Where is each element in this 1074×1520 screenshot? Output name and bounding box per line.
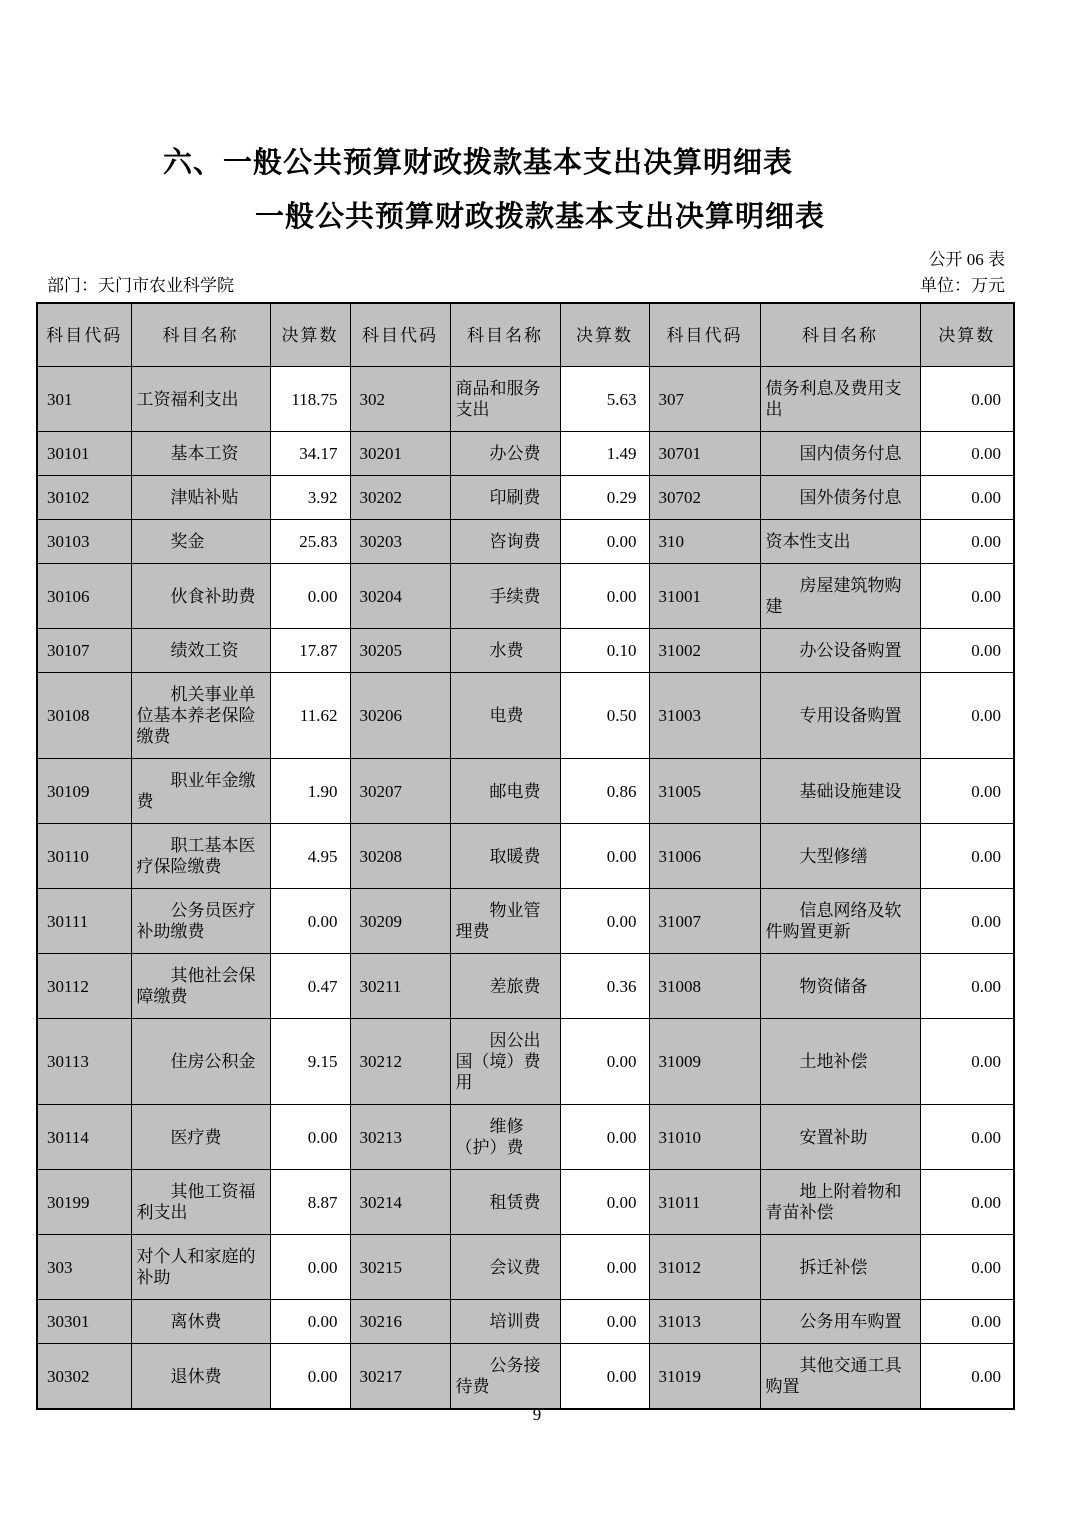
subject-code-cell: 31006 xyxy=(649,824,760,889)
subject-code-cell: 31003 xyxy=(649,673,760,759)
subject-code-cell: 310 xyxy=(649,520,760,564)
subject-code-cell: 30102 xyxy=(37,476,131,520)
final-amount-cell: 0.00 xyxy=(560,564,649,629)
header-subject-code-1: 科目代码 xyxy=(37,303,131,367)
subject-code-cell: 30106 xyxy=(37,564,131,629)
subject-name-cell: 资本性支出 xyxy=(760,520,920,564)
subject-code-cell: 30103 xyxy=(37,520,131,564)
final-amount-cell: 1.90 xyxy=(270,759,350,824)
subject-name-cell: 邮电费 xyxy=(450,759,560,824)
table-row xyxy=(37,1170,1014,1235)
table-row xyxy=(37,520,1014,564)
subject-name-cell: 水费 xyxy=(450,629,560,673)
subject-name-cell: 离休费 xyxy=(131,1300,270,1344)
final-amount-cell: 0.00 xyxy=(270,889,350,954)
subject-code-cell: 30301 xyxy=(37,1300,131,1344)
subject-code-cell: 31002 xyxy=(649,629,760,673)
subject-code-cell: 31019 xyxy=(649,1344,760,1410)
header-final-amount-1: 决算数 xyxy=(270,303,350,367)
subject-name-cell: 其他社会保障缴费 xyxy=(131,954,270,1019)
final-amount-cell: 0.29 xyxy=(560,476,649,520)
table-body xyxy=(37,367,1014,1410)
final-amount-cell: 0.00 xyxy=(920,889,1014,954)
subject-code-cell: 30207 xyxy=(350,759,450,824)
final-amount-cell: 0.00 xyxy=(920,1235,1014,1300)
subject-name-cell: 会议费 xyxy=(450,1235,560,1300)
final-amount-cell: 25.83 xyxy=(270,520,350,564)
subject-name-cell: 地上附着物和青苗补偿 xyxy=(760,1170,920,1235)
final-amount-cell: 0.00 xyxy=(920,432,1014,476)
final-amount-cell: 0.00 xyxy=(920,1170,1014,1235)
section-title: 六、一般公共预算财政拨款基本支出决算明细表 xyxy=(163,147,794,179)
unit-label: 单位：万元 xyxy=(920,276,1005,295)
subject-code-cell: 30212 xyxy=(350,1019,450,1105)
table-row xyxy=(37,824,1014,889)
subject-name-cell: 维修（护）费 xyxy=(450,1105,560,1170)
subject-code-cell: 30702 xyxy=(649,476,760,520)
header-subject-name-1: 科目名称 xyxy=(131,303,270,367)
subject-name-cell: 拆迁补偿 xyxy=(760,1235,920,1300)
subject-name-cell: 大型修缮 xyxy=(760,824,920,889)
header-final-amount-3: 决算数 xyxy=(920,303,1014,367)
subject-code-cell: 302 xyxy=(350,367,450,432)
final-amount-cell: 0.00 xyxy=(920,1344,1014,1410)
table-row xyxy=(37,759,1014,824)
subject-name-cell: 医疗费 xyxy=(131,1105,270,1170)
final-amount-cell: 0.00 xyxy=(560,1300,649,1344)
subject-code-cell: 30216 xyxy=(350,1300,450,1344)
subject-code-cell: 30199 xyxy=(37,1170,131,1235)
subject-name-cell: 印刷费 xyxy=(450,476,560,520)
subject-code-cell: 31007 xyxy=(649,889,760,954)
subject-code-cell: 30201 xyxy=(350,432,450,476)
table-row xyxy=(37,1019,1014,1105)
subject-name-cell: 物业管理费 xyxy=(450,889,560,954)
subject-code-cell: 31012 xyxy=(649,1235,760,1300)
subject-code-cell: 31010 xyxy=(649,1105,760,1170)
subject-name-cell: 其他交通工具购置 xyxy=(760,1344,920,1410)
final-amount-cell: 0.00 xyxy=(560,520,649,564)
subject-code-cell: 30111 xyxy=(37,889,131,954)
header-subject-name-2: 科目名称 xyxy=(450,303,560,367)
subject-name-cell: 国外债务付息 xyxy=(760,476,920,520)
table-row xyxy=(37,1235,1014,1300)
header-subject-code-3: 科目代码 xyxy=(649,303,760,367)
final-amount-cell: 0.00 xyxy=(270,1235,350,1300)
subject-code-cell: 30217 xyxy=(350,1344,450,1410)
subject-code-cell: 30108 xyxy=(37,673,131,759)
subject-name-cell: 取暖费 xyxy=(450,824,560,889)
subject-code-cell: 30208 xyxy=(350,824,450,889)
subject-name-cell: 手续费 xyxy=(450,564,560,629)
final-amount-cell: 8.87 xyxy=(270,1170,350,1235)
subject-code-cell: 303 xyxy=(37,1235,131,1300)
subject-code-cell: 30101 xyxy=(37,432,131,476)
subject-name-cell: 债务利息及费用支出 xyxy=(760,367,920,432)
final-amount-cell: 0.00 xyxy=(560,1170,649,1235)
subject-name-cell: 住房公积金 xyxy=(131,1019,270,1105)
final-amount-cell: 0.00 xyxy=(920,954,1014,1019)
subject-name-cell: 办公费 xyxy=(450,432,560,476)
final-amount-cell: 0.00 xyxy=(560,889,649,954)
table-row xyxy=(37,1300,1014,1344)
subject-name-cell: 公务用车购置 xyxy=(760,1300,920,1344)
subject-code-cell: 30206 xyxy=(350,673,450,759)
final-amount-cell: 0.00 xyxy=(920,564,1014,629)
subject-code-cell: 31005 xyxy=(649,759,760,824)
final-amount-cell: 0.00 xyxy=(920,476,1014,520)
final-amount-cell: 0.00 xyxy=(920,759,1014,824)
subject-name-cell: 奖金 xyxy=(131,520,270,564)
subject-name-cell: 公务员医疗补助缴费 xyxy=(131,889,270,954)
subject-name-cell: 安置补助 xyxy=(760,1105,920,1170)
subject-name-cell: 咨询费 xyxy=(450,520,560,564)
final-amount-cell: 0.00 xyxy=(920,1105,1014,1170)
table-row xyxy=(37,432,1014,476)
final-amount-cell: 0.00 xyxy=(560,1235,649,1300)
subject-code-cell: 31008 xyxy=(649,954,760,1019)
table-row xyxy=(37,367,1014,432)
final-amount-cell: 0.00 xyxy=(270,1344,350,1410)
subject-code-cell: 30203 xyxy=(350,520,450,564)
subject-code-cell: 301 xyxy=(37,367,131,432)
subject-code-cell: 30213 xyxy=(350,1105,450,1170)
subject-name-cell: 培训费 xyxy=(450,1300,560,1344)
final-amount-cell: 0.36 xyxy=(560,954,649,1019)
table-row xyxy=(37,476,1014,520)
subject-code-cell: 30204 xyxy=(350,564,450,629)
final-amount-cell: 17.87 xyxy=(270,629,350,673)
subject-name-cell: 国内债务付息 xyxy=(760,432,920,476)
table-row xyxy=(37,1105,1014,1170)
public-table-code: 公开 06 表 xyxy=(928,250,1005,269)
subject-code-cell: 31011 xyxy=(649,1170,760,1235)
subject-name-cell: 租赁费 xyxy=(450,1170,560,1235)
subject-name-cell: 职工基本医疗保险缴费 xyxy=(131,824,270,889)
subject-code-cell: 31001 xyxy=(649,564,760,629)
subject-code-cell: 30701 xyxy=(649,432,760,476)
subject-code-cell: 30107 xyxy=(37,629,131,673)
subject-code-cell: 31013 xyxy=(649,1300,760,1344)
table-row xyxy=(37,673,1014,759)
table-row xyxy=(37,954,1014,1019)
final-amount-cell: 4.95 xyxy=(270,824,350,889)
subject-name-cell: 房屋建筑物购建 xyxy=(760,564,920,629)
subject-code-cell: 30205 xyxy=(350,629,450,673)
header-final-amount-2: 决算数 xyxy=(560,303,649,367)
subject-name-cell: 退休费 xyxy=(131,1344,270,1410)
subject-code-cell: 30302 xyxy=(37,1344,131,1410)
header-subject-code-2: 科目代码 xyxy=(350,303,450,367)
subject-name-cell: 伙食补助费 xyxy=(131,564,270,629)
subject-name-cell: 基础设施建设 xyxy=(760,759,920,824)
final-amount-cell: 0.47 xyxy=(270,954,350,1019)
department-label: 部门：天门市农业科学院 xyxy=(47,276,234,295)
table-title: 一般公共预算财政拨款基本支出决算明细表 xyxy=(255,201,826,233)
final-amount-cell: 11.62 xyxy=(270,673,350,759)
subject-code-cell: 30114 xyxy=(37,1105,131,1170)
table-row xyxy=(37,889,1014,954)
table-row xyxy=(37,564,1014,629)
final-amount-cell: 0.00 xyxy=(920,629,1014,673)
final-amount-cell: 0.00 xyxy=(560,1344,649,1410)
final-amount-cell: 0.00 xyxy=(920,673,1014,759)
final-amount-cell: 0.50 xyxy=(560,673,649,759)
subject-name-cell: 工资福利支出 xyxy=(131,367,270,432)
subject-name-cell: 物资储备 xyxy=(760,954,920,1019)
subject-name-cell: 其他工资福利支出 xyxy=(131,1170,270,1235)
final-amount-cell: 0.86 xyxy=(560,759,649,824)
subject-code-cell: 30214 xyxy=(350,1170,450,1235)
subject-name-cell: 机关事业单位基本养老保险缴费 xyxy=(131,673,270,759)
final-amount-cell: 0.00 xyxy=(270,1300,350,1344)
final-amount-cell: 0.00 xyxy=(920,1019,1014,1105)
subject-name-cell: 商品和服务支出 xyxy=(450,367,560,432)
subject-name-cell: 津贴补贴 xyxy=(131,476,270,520)
subject-name-cell: 公务接待费 xyxy=(450,1344,560,1410)
subject-code-cell: 30209 xyxy=(350,889,450,954)
subject-code-cell: 31009 xyxy=(649,1019,760,1105)
subject-name-cell: 信息网络及软件购置更新 xyxy=(760,889,920,954)
final-amount-cell: 34.17 xyxy=(270,432,350,476)
final-amount-cell: 3.92 xyxy=(270,476,350,520)
final-amount-cell: 5.63 xyxy=(560,367,649,432)
final-amount-cell: 0.00 xyxy=(920,520,1014,564)
subject-name-cell: 职业年金缴费 xyxy=(131,759,270,824)
subject-code-cell: 30110 xyxy=(37,824,131,889)
header-subject-name-3: 科目名称 xyxy=(760,303,920,367)
table-row xyxy=(37,629,1014,673)
final-amount-cell: 118.75 xyxy=(270,367,350,432)
subject-name-cell: 基本工资 xyxy=(131,432,270,476)
final-amount-cell: 0.00 xyxy=(560,824,649,889)
final-amount-cell: 0.10 xyxy=(560,629,649,673)
final-amount-cell: 0.00 xyxy=(270,1105,350,1170)
table-header-row xyxy=(37,303,1014,367)
subject-name-cell: 专用设备购置 xyxy=(760,673,920,759)
subject-code-cell: 30109 xyxy=(37,759,131,824)
table-row xyxy=(37,1344,1014,1410)
subject-code-cell: 30113 xyxy=(37,1019,131,1105)
subject-name-cell: 对个人和家庭的补助 xyxy=(131,1235,270,1300)
final-amount-cell: 0.00 xyxy=(270,564,350,629)
subject-name-cell: 绩效工资 xyxy=(131,629,270,673)
subject-code-cell: 30215 xyxy=(350,1235,450,1300)
subject-name-cell: 差旅费 xyxy=(450,954,560,1019)
subject-name-cell: 办公设备购置 xyxy=(760,629,920,673)
subject-name-cell: 因公出国（境）费用 xyxy=(450,1019,560,1105)
subject-name-cell: 土地补偿 xyxy=(760,1019,920,1105)
subject-code-cell: 30202 xyxy=(350,476,450,520)
page-number: 9 xyxy=(532,1405,542,1424)
final-amount-cell: 9.15 xyxy=(270,1019,350,1105)
final-amount-cell: 0.00 xyxy=(560,1019,649,1105)
final-amount-cell: 0.00 xyxy=(920,824,1014,889)
subject-code-cell: 30211 xyxy=(350,954,450,1019)
final-amount-cell: 0.00 xyxy=(560,1105,649,1170)
subject-name-cell: 电费 xyxy=(450,673,560,759)
final-amount-cell: 0.00 xyxy=(920,367,1014,432)
final-amount-cell: 0.00 xyxy=(920,1300,1014,1344)
final-amount-cell: 1.49 xyxy=(560,432,649,476)
budget-detail-table xyxy=(36,302,1015,1410)
subject-code-cell: 307 xyxy=(649,367,760,432)
subject-code-cell: 30112 xyxy=(37,954,131,1019)
